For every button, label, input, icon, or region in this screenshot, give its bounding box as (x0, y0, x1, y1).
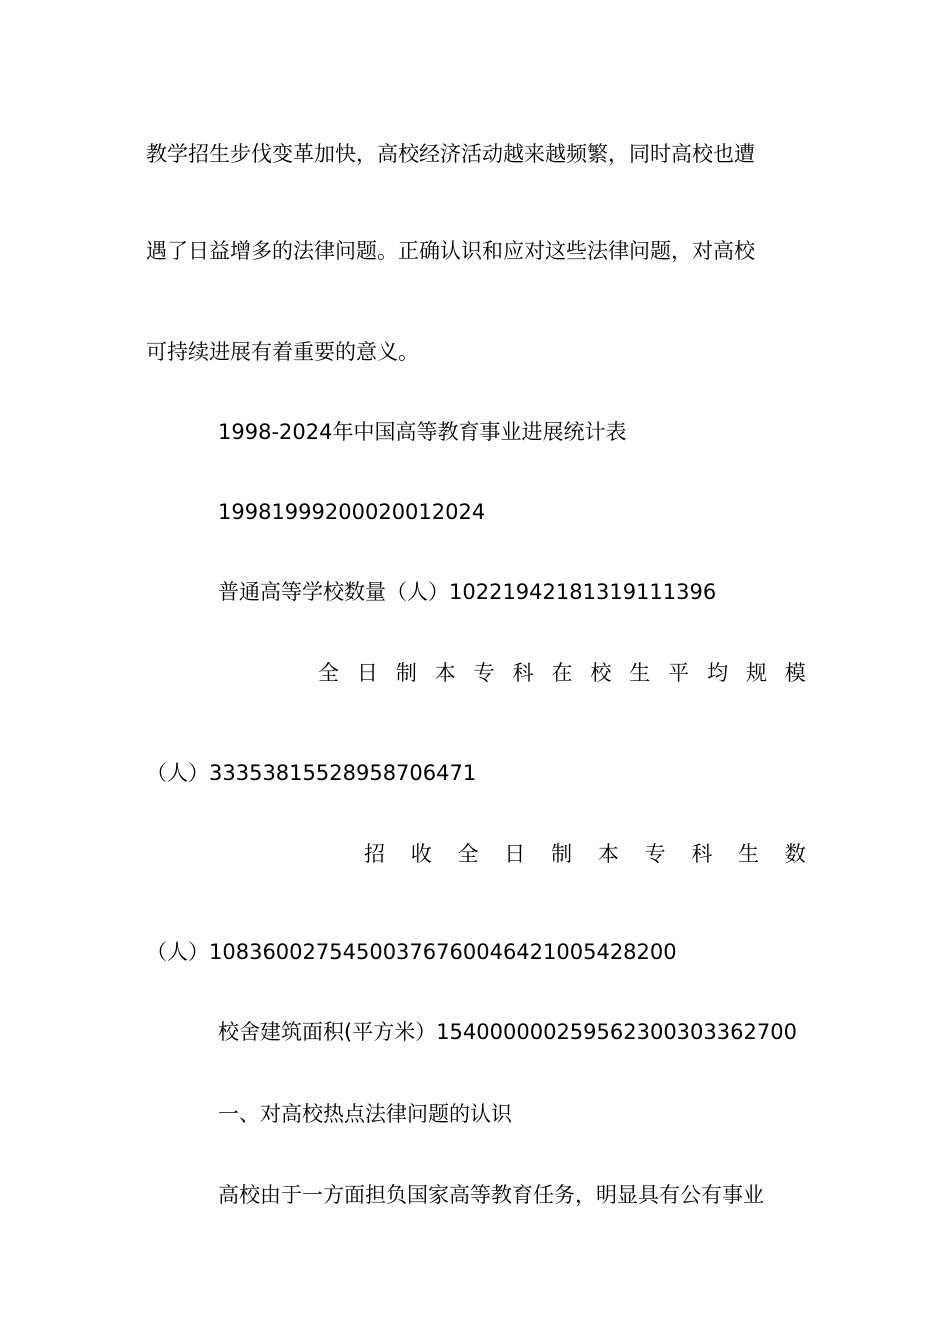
admissions-label-char: 全 (457, 842, 479, 866)
enrollment-label-char: 规 (745, 661, 767, 685)
enrollment-label-char: 校 (590, 661, 612, 685)
admissions-label-char: 专 (644, 842, 666, 866)
admissions-label-char: 制 (551, 842, 573, 866)
enrollment-label-char: 生 (629, 661, 651, 685)
table-row-building-area: 校舍建筑面积(平方米）154000000259562300303362700 (218, 1020, 797, 1044)
enrollment-label-char: 制 (395, 661, 417, 685)
admissions-label-char: 本 (597, 842, 619, 866)
table-row-enrollment-values: （人）33353815528958706471 (146, 761, 477, 785)
enrollment-label-char: 全 (318, 661, 339, 685)
enrollment-label-char: 平 (668, 661, 690, 685)
enrollment-label-char: 模 (784, 661, 806, 685)
admissions-label-char: 数 (784, 842, 806, 866)
enrollment-label-char: 在 (551, 661, 573, 685)
enrollment-label-char: 科 (512, 661, 534, 685)
admissions-label-char: 生 (738, 842, 760, 866)
table-row-enrollment-label (318, 659, 806, 687)
enrollment-label-char: 本 (434, 661, 456, 685)
table-year-row: 19981999200020012024 (218, 500, 486, 524)
paragraph-line-3: 可持续进展有着重要的意义。 (146, 340, 419, 364)
paragraph-line-4: 高校由于一方面担负国家高等教育任务，明显具有公有事业 (218, 1183, 764, 1207)
paragraph-line-1: 教学招生步伐变革加快，高校经济活动越来越频繁，同时高校也遭 (146, 142, 755, 166)
enrollment-label-char: 均 (707, 661, 729, 685)
enrollment-label-char: 日 (356, 661, 378, 685)
enrollment-label-char: 专 (473, 661, 495, 685)
admissions-label-char: 科 (691, 842, 713, 866)
table-row-admissions-values: （人）10836002754500376760046421005428200 (146, 940, 677, 964)
table-row-schools: 普通高等学校数量（人）10221942181319111396 (218, 580, 717, 604)
table-row-admissions-label (364, 840, 806, 868)
section-heading: 一、对高校热点法律问题的认识 (218, 1102, 512, 1126)
admissions-label-char: 收 (410, 842, 432, 866)
admissions-label-char: 日 (504, 842, 526, 866)
table-title: 1998-2024年中国高等教育事业进展统计表 (218, 420, 627, 444)
admissions-label-char: 招 (364, 842, 385, 866)
paragraph-line-2: 遇了日益增多的法律问题。正确认识和应对这些法律问题，对高校 (146, 239, 755, 263)
